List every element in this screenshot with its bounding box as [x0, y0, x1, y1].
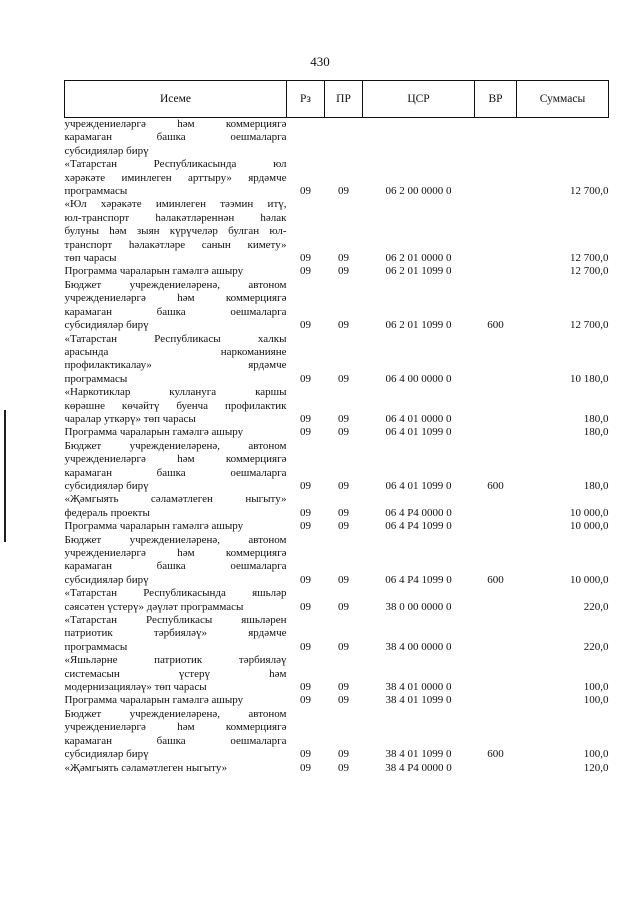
row-csr: 38 4 P4 0000 0	[385, 761, 452, 774]
row-name-line: Программа чараларын гамәлгә ашыру	[64, 265, 244, 278]
row-vr: 600	[487, 319, 504, 332]
row-pr: 09	[338, 681, 349, 694]
row-pr: 09	[338, 506, 349, 519]
row-name-line: «Җәмгыять сәламәтлеген ныгыту»	[64, 493, 287, 506]
table-row	[65, 694, 609, 707]
row-pr: 09	[338, 761, 349, 774]
page-number: 430	[310, 54, 330, 69]
row-name-line: программасы	[64, 185, 128, 198]
row-vr	[475, 587, 517, 614]
row-name	[65, 534, 287, 588]
row-sum: 100,0	[583, 681, 609, 694]
row-name-line: субсидияләр бирү	[64, 144, 149, 157]
row-name-line: карамаган башка оешмаларга	[64, 305, 287, 318]
row-sum: 180,0	[583, 412, 609, 425]
row-name-line: Программа чараларын гамәлгә ашыру	[64, 426, 244, 439]
row-sum: 220,0	[583, 640, 609, 653]
row-name-line: көрәшне көчәйтү буенча профилактик	[64, 399, 287, 412]
row-vr	[475, 426, 517, 439]
row-sum	[517, 118, 609, 159]
row-csr: 06 4 01 1099 0	[385, 479, 452, 492]
row-pr: 09	[338, 600, 349, 613]
row-name-line: «Татарстан Республикасында яшьләр	[64, 587, 287, 600]
row-name-line: карамаган башка оешмаларга	[64, 560, 287, 573]
row-csr: 38 0 00 0000 0	[385, 600, 452, 613]
row-pr: 09	[338, 412, 349, 425]
row-name-line: субсидияләр бирү	[64, 319, 149, 332]
table-row	[65, 614, 609, 654]
row-name-line: «Җәмгыять сәламәтлеген ныгыту»	[64, 761, 228, 774]
row-vr	[475, 493, 517, 520]
row-csr: 06 2 00 0000 0	[385, 185, 452, 198]
row-rz	[287, 118, 325, 159]
row-name	[65, 265, 287, 278]
row-name	[65, 694, 287, 707]
table-row	[65, 440, 609, 494]
table-row	[65, 333, 609, 387]
row-pr: 09	[338, 265, 349, 278]
row-name	[65, 158, 287, 198]
table-row	[65, 279, 609, 333]
row-csr: 38 4 01 1099 0	[385, 694, 452, 707]
row-csr: 06 4 P4 0000 0	[385, 506, 452, 519]
table-row	[65, 520, 609, 533]
row-name-line: Бюджет учреждениеләренә, автоном	[64, 278, 287, 291]
table-row	[65, 386, 609, 426]
table-body	[65, 118, 609, 775]
row-pr: 09	[338, 252, 349, 265]
row-name-line: «Наркотиклар куллануга каршы	[64, 386, 287, 399]
row-vr	[475, 118, 517, 159]
row-sum: 12 700,0	[570, 265, 609, 278]
row-name-line: карамаган башка оешмаларга	[64, 466, 287, 479]
row-csr: 06 4 01 1099 0	[385, 426, 452, 439]
header-pr: ПР	[325, 81, 363, 118]
row-csr: 06 4 P4 1099 0	[385, 520, 452, 533]
row-name	[65, 426, 287, 439]
row-name-line: профилактикалау» ярдәмче	[64, 359, 287, 372]
row-name	[65, 614, 287, 654]
row-pr: 09	[338, 479, 349, 492]
row-vr	[475, 386, 517, 426]
row-name	[65, 654, 287, 694]
row-rz: 09	[300, 506, 311, 519]
row-csr: 38 4 01 0000 0	[385, 681, 452, 694]
row-name-line: карамаган башка оешмаларга	[64, 131, 287, 144]
table-row	[65, 426, 609, 439]
row-pr: 09	[338, 185, 349, 198]
table-row	[65, 587, 609, 614]
row-csr: 06 4 01 0000 0	[385, 412, 452, 425]
row-vr	[475, 158, 517, 198]
row-name	[65, 762, 287, 775]
row-name-line: карамаган башка оешмаларга	[64, 734, 287, 747]
row-name-line: субсидияләр бирү	[64, 748, 149, 761]
table-row	[65, 198, 609, 265]
budget-table	[64, 80, 609, 775]
row-rz: 09	[300, 681, 311, 694]
row-pr: 09	[338, 573, 349, 586]
row-name	[65, 198, 287, 265]
table-row	[65, 654, 609, 694]
row-rz: 09	[300, 412, 311, 425]
table-row	[65, 762, 609, 775]
row-rz: 09	[300, 761, 311, 774]
row-vr	[475, 520, 517, 533]
row-name-line: «Татарстан Республикасында юл	[64, 158, 287, 171]
row-name-line: федераль проекты	[64, 506, 150, 519]
row-vr	[475, 265, 517, 278]
row-csr: 06 4 P4 1099 0	[385, 573, 452, 586]
table-row	[65, 708, 609, 762]
row-sum: 12 700,0	[570, 252, 609, 265]
header-sum: Суммасы	[517, 81, 609, 118]
row-sum: 10 000,0	[570, 520, 609, 533]
row-name	[65, 386, 287, 426]
row-sum: 220,0	[583, 600, 609, 613]
row-rz: 09	[300, 694, 311, 707]
row-vr: 600	[487, 573, 504, 586]
row-name	[65, 520, 287, 533]
row-name-line: «Татарстан Республикасы халкы	[64, 332, 287, 345]
table-header-row	[65, 81, 609, 118]
row-vr	[475, 694, 517, 707]
row-name-line: транспорт һәлакәтләре санын кимету»	[64, 238, 287, 251]
row-sum: 12 700,0	[570, 185, 609, 198]
table-row	[65, 158, 609, 198]
row-name-line: юл-транспорт һәлакәтләреннән һәлак	[64, 211, 287, 224]
row-name-line: «Татарстан Республикасы яшьләрен	[64, 614, 287, 627]
row-name-line: учреждениеләргә һәм коммерциягә	[64, 547, 287, 559]
row-csr: 06 4 00 0000 0	[385, 372, 452, 385]
row-name	[65, 493, 287, 520]
row-rz: 09	[300, 600, 311, 613]
row-name-line: төп чарасы	[64, 252, 117, 265]
row-name-line: учреждениеләргә һәм коммерциягә	[64, 721, 287, 734]
row-name-line: субсидияләр бирү	[64, 573, 149, 586]
row-pr: 09	[338, 748, 349, 761]
row-name-line: субсидияләр бирү	[64, 479, 149, 492]
table-row	[65, 534, 609, 588]
row-name-line: модернизацияләү» төп чарасы	[64, 681, 207, 694]
row-csr: 06 2 01 0000 0	[385, 252, 452, 265]
row-pr: 09	[338, 319, 349, 332]
row-rz: 09	[300, 640, 311, 653]
row-sum: 180,0	[583, 426, 609, 439]
row-csr: 06 2 01 1099 0	[385, 319, 452, 332]
row-pr	[325, 118, 363, 159]
row-name-line: Бюджет учреждениеләренә, автоном	[64, 533, 287, 546]
row-name	[65, 118, 287, 159]
row-name-line: Бюджет учреждениеләренә, автоном	[64, 707, 287, 720]
table-row	[65, 265, 609, 278]
table-row	[65, 118, 609, 159]
row-pr: 09	[338, 694, 349, 707]
row-rz: 09	[300, 479, 311, 492]
row-vr	[475, 654, 517, 694]
row-rz: 09	[300, 252, 311, 265]
row-name-line: булуны һәм зыян күрүчеләр булган юл-	[64, 225, 287, 238]
row-rz: 09	[300, 748, 311, 761]
row-csr: 38 4 01 1099 0	[385, 748, 452, 761]
row-rz: 09	[300, 265, 311, 278]
row-name	[65, 587, 287, 614]
row-name	[65, 333, 287, 387]
row-vr	[475, 614, 517, 654]
header-name: Исеме	[65, 81, 287, 118]
row-rz: 09	[300, 372, 311, 385]
row-name-line: «Яшьләрне патриотик тәрбияләү	[64, 654, 287, 667]
table-row	[65, 493, 609, 520]
row-name-line: патриотик тәрбияләү» ярдәмче	[64, 627, 287, 640]
row-pr: 09	[338, 520, 349, 533]
row-name-line: арасында наркоманияне	[64, 345, 287, 358]
row-sum: 10 000,0	[570, 506, 609, 519]
row-sum: 10 000,0	[570, 573, 609, 586]
row-name-line: учреждениеләргә һәм коммерциягә	[64, 292, 287, 305]
row-name-line: программасы	[64, 372, 128, 385]
row-name-line: чаралар уткәрү» төп чарасы	[64, 412, 196, 425]
row-sum: 120,0	[583, 761, 609, 774]
row-pr: 09	[338, 372, 349, 385]
row-rz: 09	[300, 520, 311, 533]
row-rz: 09	[300, 573, 311, 586]
row-name-line: сәясәтен үстерү» дәүләт программасы	[64, 600, 244, 613]
row-rz: 09	[300, 319, 311, 332]
row-csr: 38 4 00 0000 0	[385, 640, 452, 653]
scan-edge-mark	[4, 410, 6, 542]
row-name-line: учреждениеләргә һәм коммерциягә	[64, 118, 287, 130]
header-vr: ВР	[475, 81, 517, 118]
row-name-line: Программа чараларын гамәлгә ашыру	[64, 694, 244, 707]
row-name	[65, 279, 287, 333]
row-vr	[475, 198, 517, 265]
row-name-line: хәрәкәте иминлеген арттыру» ярдәмче	[64, 171, 287, 184]
row-rz: 09	[300, 426, 311, 439]
row-csr	[363, 118, 475, 159]
header-csr: ЦСР	[363, 81, 475, 118]
row-sum: 100,0	[583, 748, 609, 761]
row-name-line: программасы	[64, 640, 128, 653]
row-rz: 09	[300, 185, 311, 198]
row-sum: 10 180,0	[570, 372, 609, 385]
row-name-line: Программа чараларын гамәлгә ашыру	[64, 520, 244, 533]
row-vr	[475, 333, 517, 387]
row-name-line: Бюджет учреждениеләренә, автоном	[64, 439, 287, 452]
row-vr	[475, 762, 517, 775]
row-vr: 600	[487, 479, 504, 492]
row-pr: 09	[338, 426, 349, 439]
header-rz: Рз	[287, 81, 325, 118]
row-name-line: учреждениеләргә һәм коммерциягә	[64, 453, 287, 466]
row-name-line: системасын үстерү һәм	[64, 667, 287, 680]
row-name	[65, 708, 287, 762]
row-name-line: «Юл хәрәкәте иминлеген тәэмин итү,	[64, 198, 287, 211]
row-name	[65, 440, 287, 494]
row-vr: 600	[487, 748, 504, 761]
row-pr: 09	[338, 640, 349, 653]
row-sum: 100,0	[583, 694, 609, 707]
row-csr: 06 2 01 1099 0	[385, 265, 452, 278]
row-sum: 12 700,0	[570, 319, 609, 332]
row-sum: 180,0	[583, 479, 609, 492]
